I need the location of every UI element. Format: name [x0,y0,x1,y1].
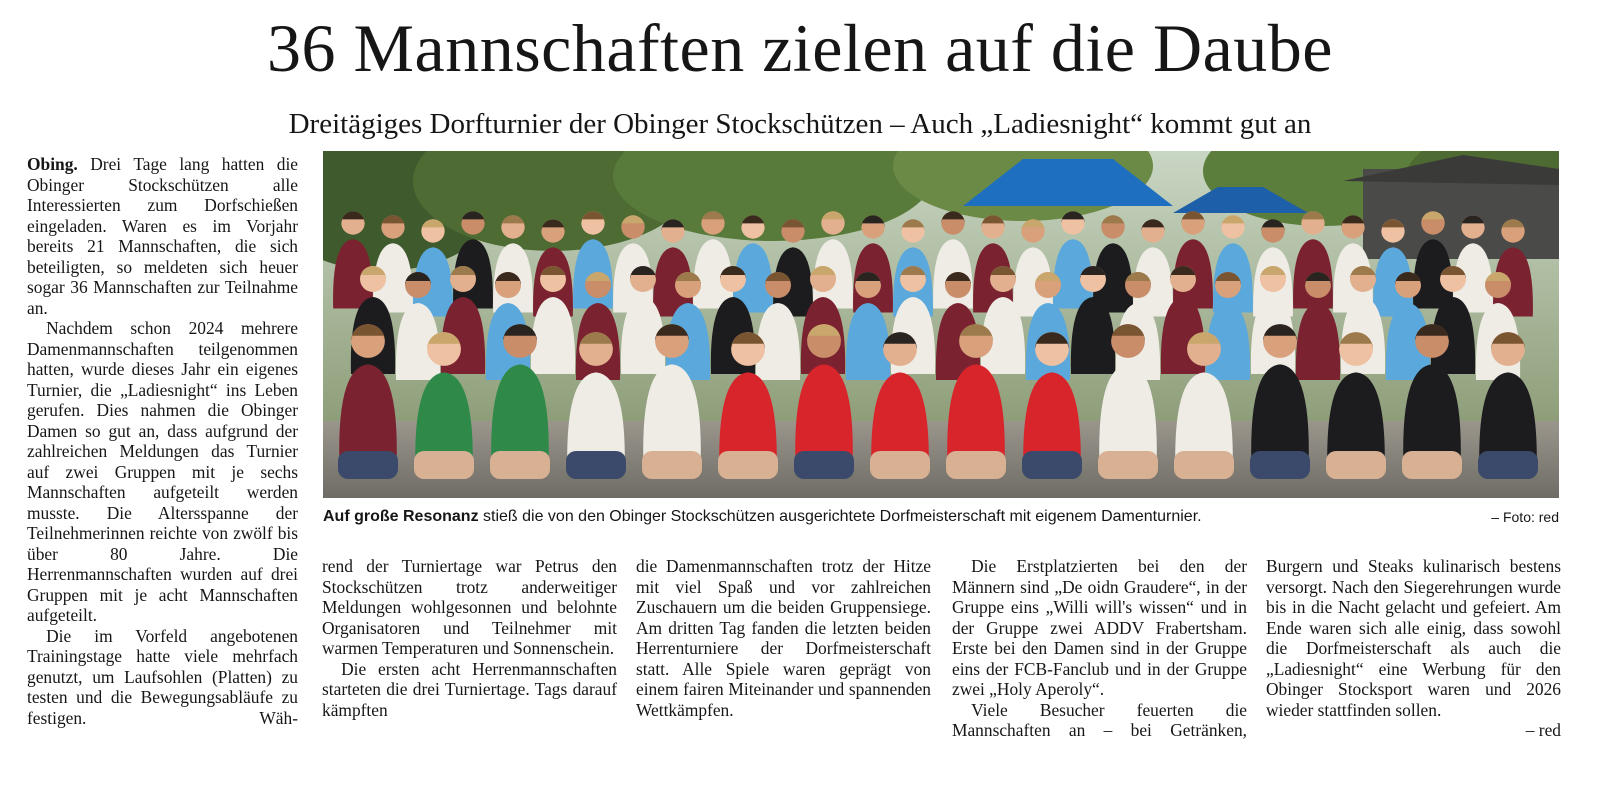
player-legs [1174,451,1234,479]
player-legs [338,451,398,479]
article-paragraph: Die im Vorfeld angebotenen Trainingstage hatte viele mehrfach genutzt, um Laufsohlen (Platten) zu testen und die Bewegungsabläufe zu festigen. Wäh- [27,625,298,728]
caption-lead: Auf große Resonanz [323,508,479,525]
article-column-4 [952,556,1247,741]
article-paragraph [27,154,298,318]
photo-caption [323,507,1559,531]
player-legs [414,451,474,479]
article-column-2 [322,556,617,720]
caption-text: stieß die von den Obinger Stockschützen ausgerichtete Dorfmeisterschaft mit eigenem Damenturnier. [478,508,1202,525]
player-legs [1098,451,1158,479]
paragraph-text: Drei Tage lang hatten die Obinger Stockschützen alle Interessierten zum Dorfschießen eingeladen. Waren es im Vorjahr bereits 21 Mannschaften, die sich beteiligten, so meldeten sich heuer sogar 36 Mannschaften zur Teilnahme an. [27,154,298,318]
article-paragraph: Burgern und Steaks kulinarisch bestens versorgt. Nach den Siegerehrungen wurde bis in die Nacht gelacht und gefeiert. Am Ende waren sich alle einig, dass sowohl die Dorfmeisterschaft als auch die „Ladiesnight“ eine Werbung für den Obinger Stocksport waren und 2026 wieder stattfinden sollen. [1266,556,1561,720]
player-legs [794,451,854,479]
player-legs [1250,451,1310,479]
article-paragraph: Nachdem schon 2024 mehrere Damenmannschaften teilgenommen hatten, wurde dieses Jahr ein eigenes Turnier, die „Ladiesnight“ ins Leben gerufen. Dies nahmen die Obinger Damen so gut an, dass aufgrund der zahlreichen Meldungen das Turnier auf zwei Gruppen mit je sechs Mannschaften aufgeteilt werden musste. Die Altersspanne der Teilnehmerinnen reichte von zwölf bis über 80 Jahre. Die Herrenmannschaften wurden auf drei Gruppen mit je acht Mannschaften aufgeteilt. [27,318,298,625]
headline: 36 Mannschaften zielen auf die Daube [267,10,1333,86]
article-paragraph: rend der Turniertage war Petrus den Stockschützen trotz anderweitiger Meldungen wohlgesonnen und belohnte Organisatoren und Teilnehmer mit warmen Temperaturen und Sonnenschein. [322,556,617,658]
photo-credit: – Foto: red [1491,509,1559,525]
player-legs [1326,451,1386,479]
article-column-3 [636,556,931,720]
team-photo-illustration [323,151,1559,498]
article-column-1 [27,154,298,728]
player-legs [642,451,702,479]
player-legs [566,451,626,479]
article-column-5 [1266,556,1561,741]
article-paragraph: Die ersten acht Herrenmannschaften starteten die drei Turniertage. Tags darauf kämpften [322,658,617,720]
article-paragraph: Viele Besucher feuerten die Mannschaften an – bei Getränken, [952,699,1247,740]
dateline: Obing. [27,154,78,174]
subheadline: Dreitägiges Dorfturnier der Obinger Stockschützen – Auch „Ladiesnight“ kommt gut an [288,108,1312,140]
player-legs [718,451,778,479]
team-photo [323,151,1559,498]
article-paragraph: die Damenmannschaften trotz der Hitze mit viel Spaß und vor zahlreichen Zuschauern um die beiden Gruppensiege. Am dritten Tag fanden die letzten beiden Herrenturniere der Dorfmeisterschaft statt. Alle Spiele waren geprägt von einem fairen Miteinander und spannenden Wettkämpfen. [636,556,931,720]
player-legs [1478,451,1538,479]
player-legs [946,451,1006,479]
player-legs [490,451,550,479]
article-paragraph: Die Erstplatzierten bei den der Männern sind „De oidn Graudere“, in der Gruppe eins „Willi will's wissen“ und in der Gruppe zwei ADDV Frabertsham. Erste bei den Damen sind in der Gruppe eins der FCB-Fanclub und in der Gruppe zwei „Holy Aperoly“. [952,556,1247,699]
player-legs [1022,451,1082,479]
player-legs [870,451,930,479]
signoff: – red [1525,720,1561,740]
player-legs [1402,451,1462,479]
